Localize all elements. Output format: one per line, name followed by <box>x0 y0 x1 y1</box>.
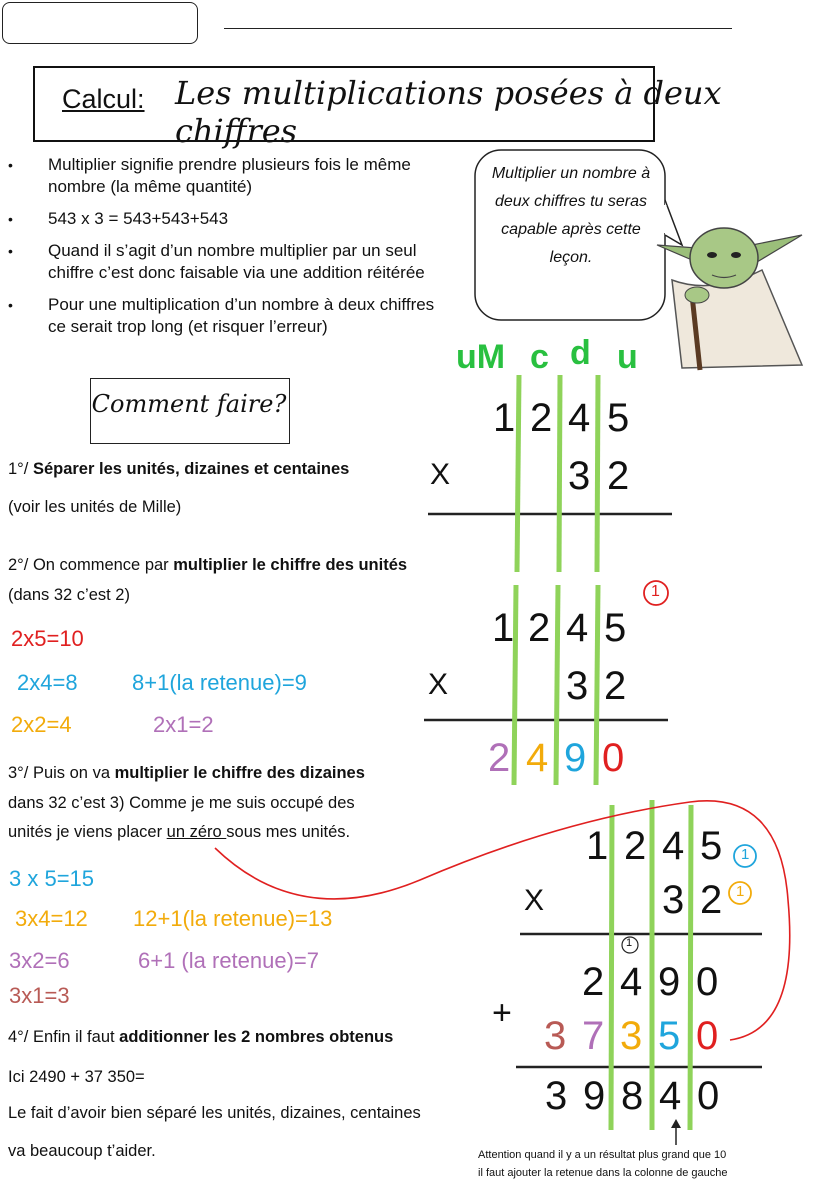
calc2-c: 8+1(la retenue)=9 <box>132 670 307 695</box>
op3-digit: 4 <box>662 824 685 868</box>
bubble-text: Multiplier un nombre à deux chiffres tu seras capable après cette leçon. <box>491 165 651 266</box>
step3-line2: dans 32 c’est 3) Comme je me suis occupé des <box>8 794 355 812</box>
op3-digit: 3 <box>662 878 685 922</box>
op3-plus: + <box>492 994 512 1032</box>
op1-digit: 1 <box>493 396 516 440</box>
header-u: u <box>617 338 638 376</box>
calc2-d: 2x2=4 <box>11 712 72 737</box>
op2-result-digit: 2 <box>488 736 511 780</box>
calc3-f: 3x1=3 <box>9 983 70 1008</box>
calc3-d: 3x2=6 <box>9 948 70 973</box>
op3-partial1-digit: 0 <box>696 960 719 1004</box>
footnote <box>478 1146 728 1182</box>
op1-digit: 4 <box>568 396 591 440</box>
op3-partial2-digit: 7 <box>582 1014 605 1058</box>
op3-partial1-digit: 9 <box>658 960 681 1004</box>
op3-digit: 1 <box>586 824 609 868</box>
op3-partial2-digit: 3 <box>620 1014 643 1058</box>
op2-digit: 1 <box>492 606 515 650</box>
step3-heading: 3°/ Puis on va multiplier le chiffre des dizaines <box>8 764 365 782</box>
op1-digit: 2 <box>530 396 553 440</box>
step4-heading: 4°/ Enfin il faut additionner les 2 nombres obtenus <box>8 1028 394 1046</box>
op3-sum-digit: 3 <box>545 1074 568 1118</box>
step2-heading: 2°/ On commence par multiplier le chiffre des unités <box>8 556 408 574</box>
step1-heading: 1°/ Séparer les unités, dizaines et centaines <box>8 460 350 478</box>
op2-result-digit: 0 <box>602 736 625 780</box>
op2-digit: 5 <box>604 606 627 650</box>
op3-partial1-digit: 4 <box>620 960 643 1004</box>
op3-sum-digit: 0 <box>697 1074 720 1118</box>
step3-line3: unités je viens placer un zéro sous mes unités. <box>8 823 351 841</box>
step4-line2: Ici 2490 + 37 350= <box>8 1068 145 1086</box>
step1-line2: (voir les unités de Mille) <box>8 498 182 516</box>
header-um: uM <box>456 338 506 376</box>
op1-digit: 3 <box>568 454 591 498</box>
op3-digit: 2 <box>624 824 647 868</box>
comment-faire-heading: Comment faire? <box>91 390 287 418</box>
op2-result-digit: 9 <box>564 736 587 780</box>
carry-mark: 1 <box>626 937 633 949</box>
list-item: • 543 x 3 = 543+543+543 <box>0 208 450 230</box>
op2-digit: 2 <box>528 606 551 650</box>
op3-partial1-digit: 2 <box>582 960 605 1004</box>
list-item: • Multiplier signifie prendre plusieurs fois le même nombre (la même quantité) <box>0 154 450 198</box>
calc2-a: 2x5=10 <box>11 626 84 651</box>
op3-sum-digit: 8 <box>621 1074 644 1118</box>
header-c: c <box>530 338 549 376</box>
op3-partial2-digit: 5 <box>658 1014 681 1058</box>
footnote-line1: Attention quand il y a un résultat plus grand que 10 <box>478 1149 727 1161</box>
carry-mark: 1 <box>651 583 660 600</box>
calc2-e: 2x1=2 <box>153 712 214 737</box>
calc2-b: 2x4=8 <box>17 670 78 695</box>
op3-sum-digit: 4 <box>659 1074 682 1118</box>
step4-line4: va beaucoup t’aider. <box>8 1142 156 1160</box>
step4-line3: Le fait d’avoir bien séparé les unités, dizaines, centaines <box>8 1104 421 1122</box>
op3-digit: 5 <box>700 824 723 868</box>
calc3-a: 3 x 5=15 <box>9 866 95 891</box>
op3-partial2-digit: 3 <box>544 1014 567 1058</box>
op1-times: X <box>430 458 451 491</box>
title-prefix: Calcul: <box>62 84 145 114</box>
op2-times: X <box>428 668 449 701</box>
op2-digit: 4 <box>566 606 589 650</box>
footnote-line2: il faut ajouter la retenue dans la colonne de gauche <box>478 1167 728 1179</box>
op3-times: X <box>524 884 545 917</box>
op3-sum-digit: 9 <box>583 1074 606 1118</box>
carry-mark: 1 <box>741 846 750 863</box>
step2-line2: (dans 32 c’est 2) <box>8 586 130 604</box>
calc3-e: 6+1 (la retenue)=7 <box>138 948 320 973</box>
op2-digit: 2 <box>604 664 627 708</box>
carry-mark: 1 <box>736 883 745 900</box>
op1-digit: 5 <box>607 396 630 440</box>
header-d: d <box>570 334 591 372</box>
calc3-b: 3x4=12 <box>15 906 88 931</box>
list-item: • Pour une multiplication d’un nombre à deux chiffres ce serait trop long (et risquer l’erreur) <box>0 294 450 338</box>
list-item: • Quand il s’agit d’un nombre multiplier par un seul chiffre c’est donc faisable via une addition réitérée <box>0 240 450 284</box>
op3-digit: 2 <box>700 878 723 922</box>
page-title: Les multiplications posées à deux chiffres <box>175 74 722 150</box>
op2-digit: 3 <box>566 664 589 708</box>
op2-result-digit: 4 <box>526 736 549 780</box>
op1-digit: 2 <box>607 454 630 498</box>
calc3-c: 12+1(la retenue)=13 <box>133 906 333 931</box>
op3-partial2-digit: 0 <box>696 1014 719 1058</box>
